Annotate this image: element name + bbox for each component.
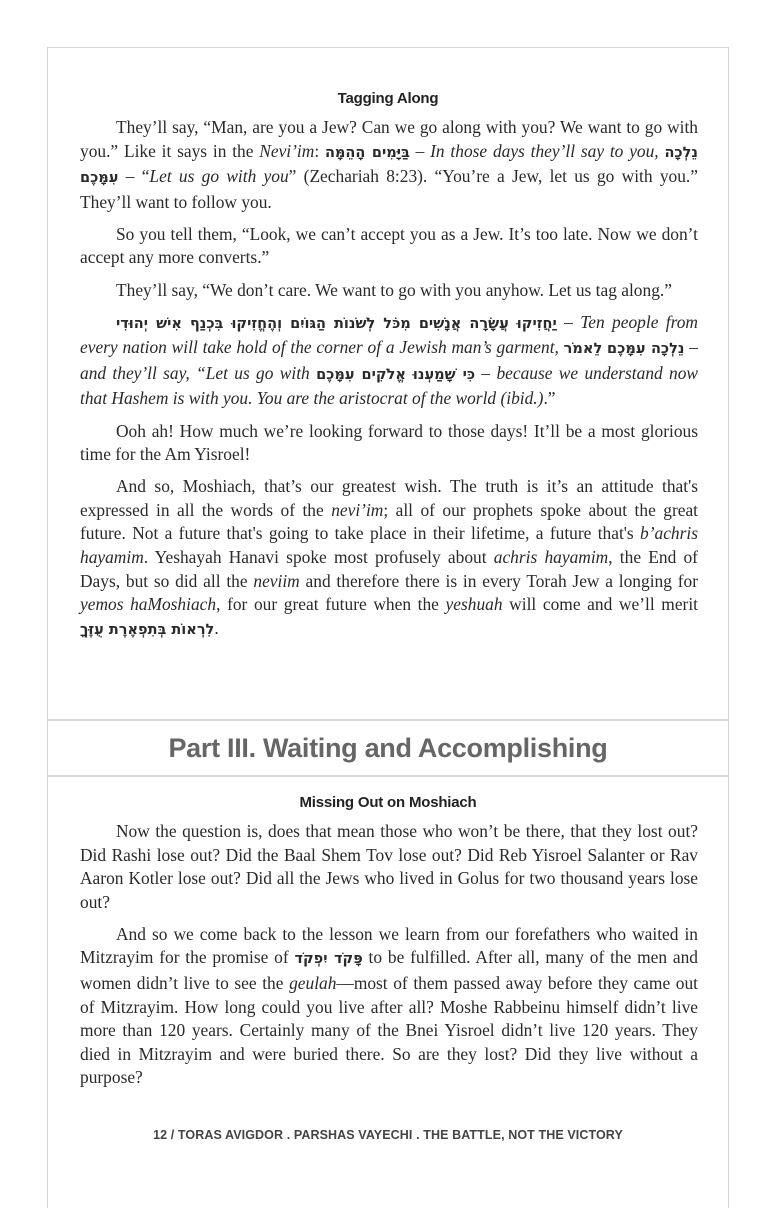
text-run: and therefore there is in every Torah Jew a longing for: [299, 570, 698, 591]
italic-text: because we understand now that Hashem is with you. You are the aristocrat of the world (ibid.): [80, 362, 699, 409]
hebrew-text: פָּקֹד יִפְקֹד: [294, 951, 363, 968]
text-run: . Yeshayah Hanavi spoke most profusely about: [143, 547, 494, 567]
text-run: –: [409, 140, 431, 161]
section-heading: Tagging Along: [337, 90, 439, 107]
italic-text: Let us go with you: [149, 166, 289, 187]
paragraph: [80, 820, 698, 914]
part-title-band: [48, 721, 728, 777]
text-run: – “: [118, 166, 150, 187]
text-run: –: [684, 337, 698, 358]
paragraph: [80, 420, 698, 467]
paragraph: [80, 311, 698, 411]
hebrew-text: לִרְאוֹת בְּתִפְאֶרֶת עֻזֶּךָ: [80, 621, 215, 638]
italic-text: Ten people from every nation will take hold of the corner of a Jewish man’s garment,: [80, 311, 698, 358]
text-run: :: [314, 140, 325, 161]
text-run: –: [475, 362, 497, 383]
italic-text: Nevi’im: [259, 140, 315, 161]
text-run: .”: [543, 388, 556, 409]
italic-text: yemos haMoshiach: [80, 594, 217, 615]
section-tagging-along: [48, 48, 728, 721]
hebrew-text: נֵלְכָה עִמָּכֶם: [80, 144, 698, 187]
text-run: And so we come back to the lesson we learn from our forefathers who waited in Mitzrayim for the promise of: [80, 923, 698, 968]
text-run: So you tell them, “Look, we can’t accept you as a Jew. It’s too late. Now we don’t accept any more converts.”: [80, 223, 698, 268]
paragraph: [80, 223, 698, 270]
text-run: will come and we’ll merit: [502, 594, 698, 615]
paragraph: [80, 116, 698, 214]
italic-text: achris hayamim: [493, 547, 609, 567]
text-run: , the End of Days, but so did all the: [80, 547, 698, 591]
section-body: [48, 820, 728, 1090]
text-run: And so, Moshiach, that’s our greatest wish. The truth is it’s an attitude that's expressed in all the words of the: [80, 476, 698, 520]
section-body: [48, 116, 728, 642]
section-heading: Missing Out on Moshiach: [299, 794, 477, 811]
italic-text: and they’ll say, “Let us go with: [80, 362, 317, 383]
text-run: ; all of our prophets spoke about the great future. Not a future that's going to take place in their lifetime, a future that's: [80, 499, 699, 544]
page-frame: [47, 47, 729, 1208]
text-run: ” (Zechariah 8:23). “You’re a Jew, let us go with you.” They’ll want to follow you.: [80, 166, 698, 212]
hebrew-text: יַחֲזִיקוּ עֲשָׂרָה אֲנָשִׁים מִכֹּל לְשֹׁנוֹת הַגּוֹיִם וְהֶחֱזִיקוּ בִּכְנַף אִישׁ יְהוּדִי: [116, 315, 557, 332]
hebrew-text: נֵלְכָה עִמָּכֶם: [607, 341, 685, 358]
italic-text: b’achris hayamim: [80, 523, 698, 567]
italic-text: In those days they’ll say to you,: [430, 140, 665, 161]
italic-text: yeshuah: [445, 594, 503, 615]
italic-text: neviim: [253, 570, 300, 591]
hebrew-text: כִּי שָׁמַעְנוּ אֱלֹקִים עִמָּכֶם: [316, 366, 476, 383]
hebrew-text: לֵאמֹר: [563, 341, 603, 358]
paragraph: [80, 475, 698, 642]
text-run: They’ll say, “We don’t care. We want to go with you anyhow. Let us tag along.”: [116, 279, 672, 300]
section-missing-out: [48, 777, 728, 1099]
page-footer: 12 / TORAS AVIGDOR . PARSHAS VAYECHI . THE BATTLE, NOT THE VICTORY: [153, 1128, 623, 1142]
text-run: , for our great future when the: [216, 594, 446, 615]
text-run: They’ll say, “Man, are you a Jew? Can we go along with you? We want to go with you.” Like it says in the: [80, 117, 698, 161]
paragraph: [80, 279, 698, 303]
text-run: —most of them passed away before they came out of Mitzrayim. How long could you live after all? Moshe Rabbeinu himself didn’t live more than 120 years. Certainly many of the Bnei Yisroel didn’t live 120 years. They died in Mitzrayim and were buried there. So are they lost? Did they live without a purpose?: [80, 973, 698, 1088]
text-run: .: [214, 617, 219, 638]
italic-text: geulah: [289, 973, 337, 994]
hebrew-text: בַּיָּמִים הָהֵמָּה: [324, 144, 410, 161]
paragraph: [80, 923, 698, 1090]
text-run: Now the question is, does that mean those who won’t be there, that they lost out? Did Rashi lose out? Did the Baal Shem Tov lose out? Did Reb Yisroel Salanter or Rav Aaron Kotler lose out? Did all the Jews who lived in Golus for two thousand years lose out?: [80, 821, 698, 912]
part-title: Part III. Waiting and Accomplishing: [168, 732, 608, 763]
text-run: to be fulfilled. After all, many of the men and women didn’t live to see the: [80, 947, 699, 994]
text-run: –: [556, 311, 581, 332]
italic-text: nevi’im: [331, 499, 384, 520]
text-run: Ooh ah! How much we’re looking forward to those days! It’ll be a most glorious time for the Am Yisroel!: [80, 420, 698, 465]
